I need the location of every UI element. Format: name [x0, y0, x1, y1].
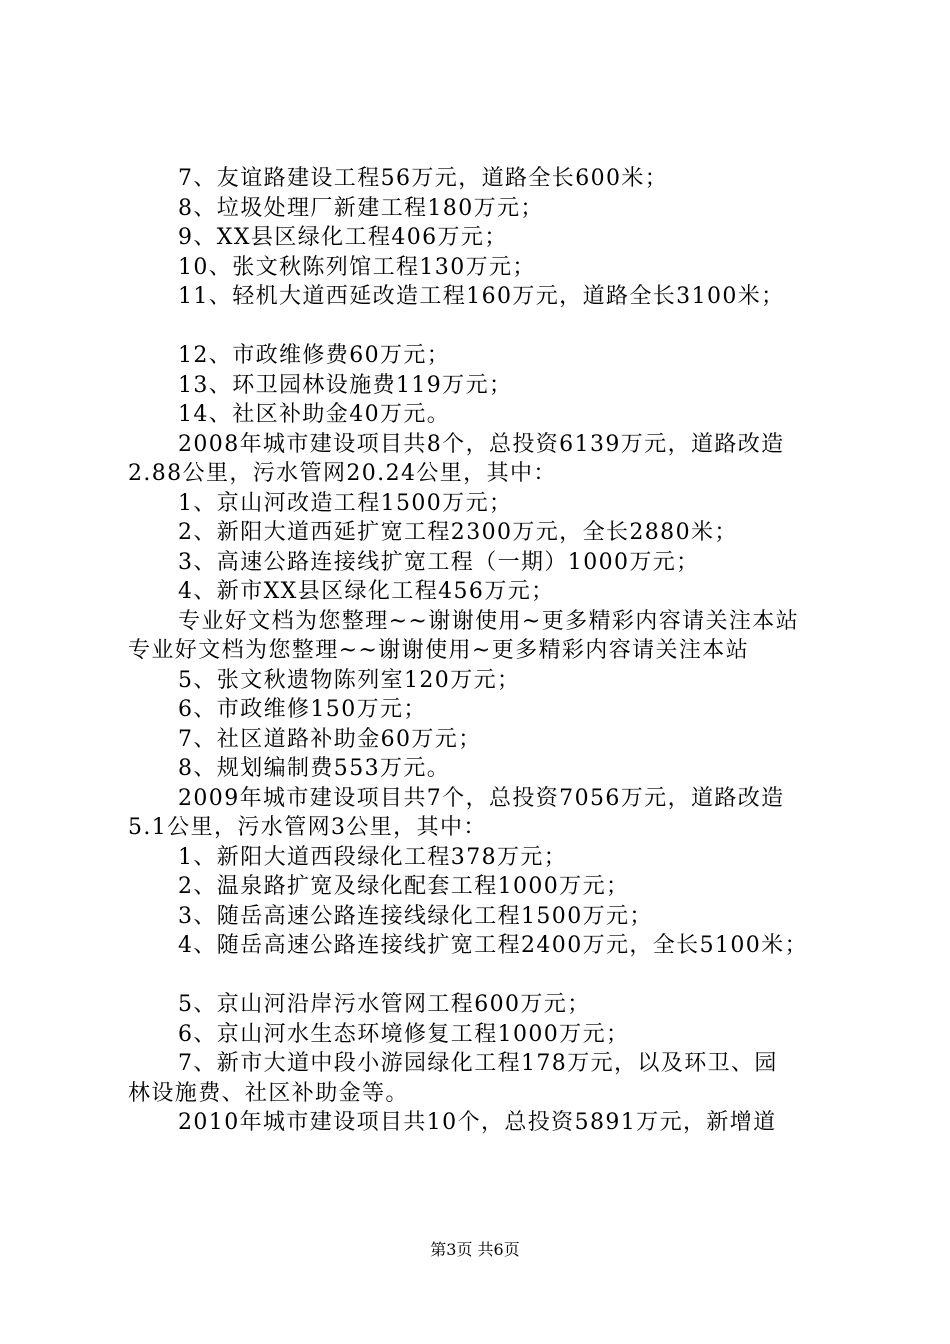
text-line: 10、张文秋陈列馆工程130万元； — [178, 254, 536, 280]
text-line: 12、市政维修费60万元； — [178, 343, 451, 368]
text-line: 1、新阳大道西段绿化工程378万元； — [178, 844, 568, 870]
text-line: 8、垃圾处理厂新建工程180万元； — [178, 195, 544, 221]
text-line: 2.88公里，污水管网20.24公里，其中： — [128, 461, 557, 486]
blank-line — [0, 961, 950, 991]
text-line: 2、新阳大道西延扩宽工程2300万元，全长2880米； — [178, 520, 738, 545]
text-line: 林设施费、社区补助金等。 — [128, 1080, 409, 1106]
text-line: 3、高速公路连接线扩宽工程（一期）1000万元； — [178, 549, 700, 575]
text-line: 5.1公里，污水管网3公里，其中： — [128, 815, 487, 840]
text-line: 3、随岳高速公路连接线绿化工程1500万元； — [178, 903, 653, 929]
text-line: 4、随岳高速公路连接线扩宽工程2400万元，全长5100米； — [178, 933, 808, 958]
text-line: 专业好文档为您整理~~谢谢使用~更多精彩内容请关注本站 — [178, 608, 800, 634]
text-line: 7、新市大道中段小游园绿化工程178万元，以及环卫、园 — [178, 1051, 778, 1076]
text-line: 8、规划编制费553万元。 — [178, 756, 451, 781]
text-line: 6、市政维修150万元； — [178, 697, 427, 722]
page-footer: 第3页 共6页 — [430, 1240, 520, 1259]
text-line: 13、环卫园林设施费119万元； — [178, 372, 513, 398]
text-line: 2、温泉路扩宽及绿化配套工程1000万元； — [178, 874, 630, 899]
text-line: 7、社区道路补助金60万元； — [178, 726, 482, 752]
text-line: 4、新市XX县区绿化工程456万元； — [178, 579, 555, 604]
text-line: 6、京山河水生态环境修复工程1000万元； — [178, 1021, 630, 1047]
text-line: 2008年城市建设项目共8个，总投资6139万元，道路改造 — [178, 431, 785, 457]
text-line: 5、张文秋遗物陈列室120万元； — [178, 667, 521, 693]
text-line: 专业好文档为您整理~~谢谢使用~更多精彩内容请关注本站 — [128, 638, 750, 663]
text-line: 2009年城市建设项目共7个，总投资7056万元，道路改造 — [178, 785, 785, 811]
text-line: 5、京山河沿岸污水管网工程600万元； — [178, 992, 591, 1017]
text-line: 1、京山河改造工程1500万元； — [178, 490, 513, 516]
text-line: 11、轻机大道西延改造工程160万元，道路全长3100米； — [178, 284, 785, 309]
text-line: 9、XX县区绿化工程406万元； — [178, 225, 508, 250]
blank-line — [0, 312, 950, 342]
text-line: 7、友谊路建设工程56万元，道路全长600米； — [178, 166, 669, 191]
text-line: 2010年城市建设项目共10个，总投资5891万元，新增道 — [178, 1110, 777, 1135]
document-body — [0, 164, 950, 1138]
text-line: 14、社区补助金40万元。 — [178, 402, 451, 427]
